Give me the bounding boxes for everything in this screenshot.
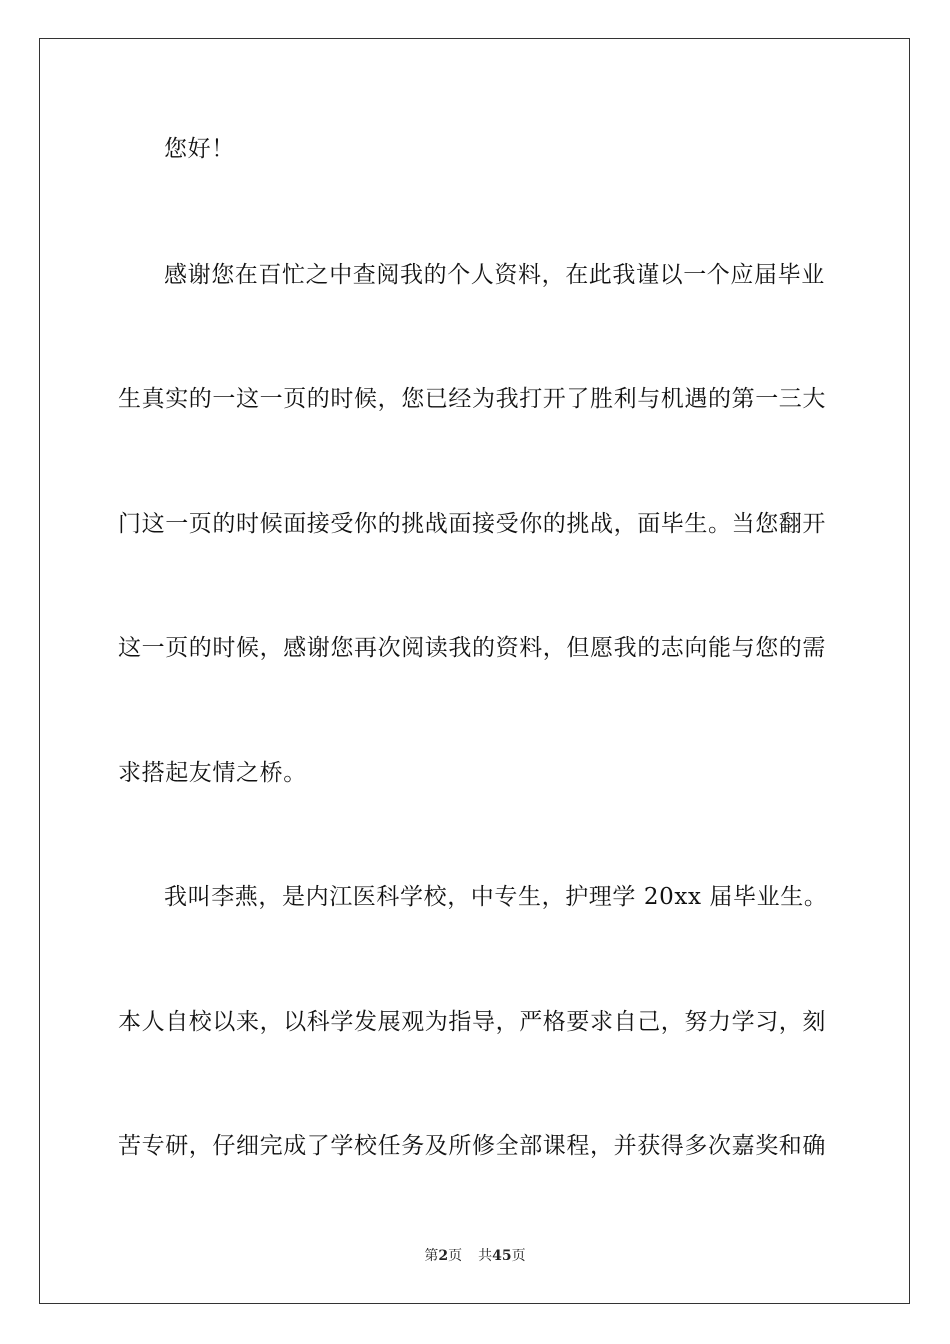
total-pages: 45 xyxy=(492,1248,512,1264)
page-footer xyxy=(0,1246,950,1266)
paragraph-line: 本人自校以来，以科学发展观为指导，严格要求自己，努力学习，刻 xyxy=(118,1009,826,1035)
paragraph-line: 我叫李燕，是内江医科学校，中专生，护理学 20xx 届毕业生。 xyxy=(164,884,828,910)
paragraph-line: 这一页的时候，感谢您再次阅读我的资料，但愿我的志向能与您的需 xyxy=(118,635,826,661)
page-border xyxy=(39,38,910,1304)
paragraph-line: 求搭起友情之桥。 xyxy=(118,760,307,786)
greeting-line: 您好！ xyxy=(164,136,235,162)
total-suffix: 页 xyxy=(511,1248,526,1264)
page-prefix: 第 xyxy=(424,1248,439,1264)
paragraph-line: 门这一页的时候面接受你的挑战面接受你的挑战，面毕生。当您翻开 xyxy=(118,511,826,537)
total-prefix: 共 xyxy=(478,1248,493,1264)
page-number: 2 xyxy=(438,1248,449,1264)
paragraph-line: 感谢您在百忙之中查阅我的个人资料，在此我谨以一个应届毕业 xyxy=(164,262,825,288)
page-suffix: 页 xyxy=(448,1248,463,1264)
paragraph-line: 苦专研，仔细完成了学校任务及所修全部课程，并获得多次嘉奖和确 xyxy=(118,1133,826,1159)
paragraph-line: 生真实的一这一页的时候，您已经为我打开了胜利与机遇的第一三大 xyxy=(118,386,826,412)
